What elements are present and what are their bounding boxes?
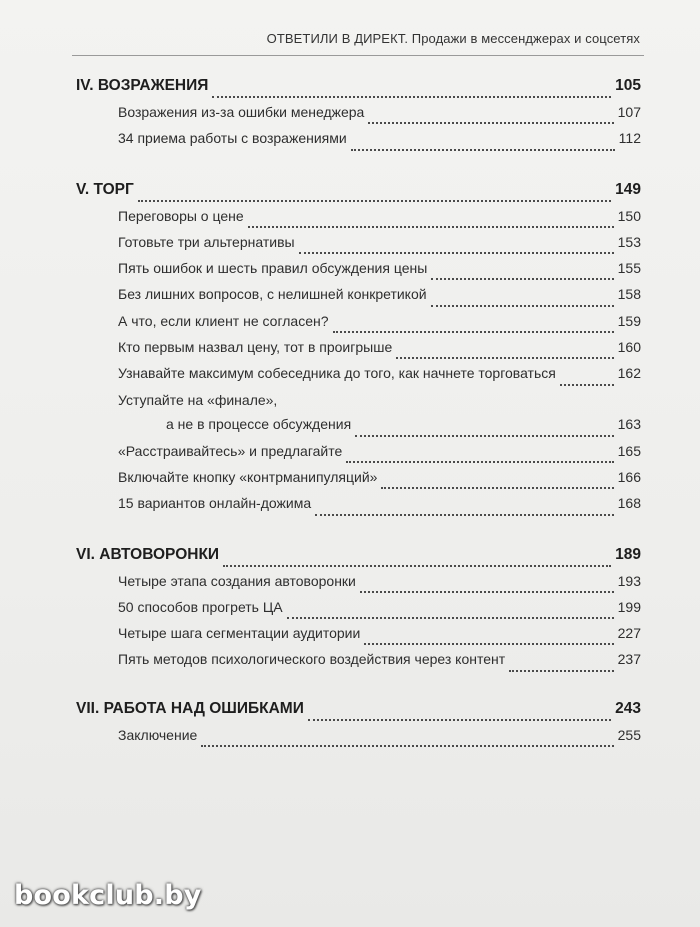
leader-dots: [560, 384, 614, 386]
toc-entry: [76, 573, 641, 599]
toc-entry: [76, 130, 641, 156]
leader-dots: [138, 200, 611, 202]
leader-dots: [346, 461, 613, 463]
leader-dots: [212, 96, 611, 98]
toc-page-number: 165: [617, 442, 641, 459]
toc-page-number: 107: [617, 104, 641, 120]
toc-entry-title: Пять ошибок и шесть правил обсуждения цены: [118, 260, 428, 277]
leader-dots: [381, 487, 613, 489]
toc-entry-title: Переговоры о цене: [118, 207, 244, 224]
toc-page-number: 105: [615, 77, 641, 94]
toc-page-number: 162: [617, 365, 641, 382]
toc-entry: [76, 727, 641, 753]
toc-entry-title: Кто первым назвал цену, тот в проигрыше: [118, 339, 393, 356]
toc-entry-first-line: [76, 392, 641, 416]
toc-entry: [76, 599, 641, 625]
toc-entry: [76, 365, 641, 391]
toc-page-number: 163: [617, 415, 641, 432]
toc-entry: [76, 313, 641, 339]
toc-entry-title: Четыре шага сегментации аудитории: [118, 625, 361, 642]
toc-section-vi: [76, 546, 641, 678]
toc-entry-title: Без лишних вопросов, с нелишней конкретикой: [118, 286, 427, 303]
leader-dots: [223, 565, 611, 567]
toc-entry-second-line: [76, 416, 641, 443]
toc-page-number: 153: [617, 233, 641, 250]
leader-dots: [351, 149, 615, 151]
toc-page-number: 193: [617, 572, 641, 589]
toc-page-number: 166: [617, 468, 641, 485]
leader-dots: [396, 357, 613, 359]
leader-dots: [509, 670, 613, 672]
toc-entry: [76, 260, 641, 286]
toc-page-number: 149: [615, 180, 641, 198]
leader-dots: [364, 643, 613, 645]
leader-dots: [431, 305, 614, 307]
toc-part-heading: [76, 77, 641, 104]
toc-entry-title: 50 способов прогреть ЦА: [118, 598, 283, 615]
toc-page-number: 159: [617, 312, 641, 329]
leader-dots: [308, 719, 611, 721]
toc-part-title: VII. РАБОТА НАД ОШИБКАМИ: [76, 699, 304, 717]
toc-entry-title: Готовьте три альтернативы: [118, 233, 295, 250]
toc-part-heading: [76, 700, 641, 727]
toc-entry-title: 34 приема работы с возражениями: [118, 130, 347, 147]
leader-dots: [355, 435, 613, 437]
toc-entry-title: «Расстраивайтесь» и предлагайте: [118, 442, 343, 459]
toc-page-number: 112: [618, 130, 641, 147]
table-of-contents: [76, 77, 641, 771]
leader-dots: [315, 514, 614, 516]
leader-dots: [248, 226, 614, 228]
toc-section-vii: [76, 700, 641, 753]
toc-entry-title: Узнавайте максимум собеседника до того, как начнете торговаться: [118, 365, 556, 382]
toc-page-number: 255: [617, 726, 641, 743]
running-head: ОТВЕТИЛИ В ДИРЕКТ. Продажи в мессенджерах и соцсетях: [266, 31, 640, 46]
leader-dots: [333, 331, 614, 333]
toc-page-number: 168: [617, 495, 641, 512]
toc-entry: [76, 625, 641, 651]
toc-part-heading: [76, 546, 641, 573]
toc-entry-title: Пять методов психологического воздействия через контент: [118, 651, 506, 668]
toc-page-number: 150: [617, 207, 641, 224]
leader-dots: [431, 278, 613, 280]
toc-entry-title-continued: а не в процессе обсуждения: [166, 415, 352, 432]
toc-part-title: VI. АВТОВОРОНКИ: [76, 545, 220, 563]
toc-entry: [76, 208, 641, 234]
toc-part-heading: [76, 181, 641, 208]
toc-entry-title: Заключение: [118, 726, 198, 743]
toc-entry: [76, 651, 641, 677]
toc-page-number: 160: [617, 339, 641, 356]
toc-page-number: 237: [617, 651, 641, 668]
toc-entry: [76, 234, 641, 260]
toc-entry-title: Возражения из-за ошибки менеджера: [118, 104, 365, 120]
toc-entry-title: 15 вариантов онлайн-дожима: [118, 495, 312, 512]
toc-page-number: 227: [617, 625, 641, 642]
toc-entry-title: Четыре этапа создания автоворонки: [118, 572, 356, 589]
site-watermark: bookclub.by: [14, 880, 202, 911]
toc-entry: [76, 104, 641, 130]
leader-dots: [368, 122, 613, 124]
toc-section-v: [76, 181, 641, 522]
toc-entry: [76, 469, 641, 495]
leader-dots: [287, 617, 614, 619]
toc-entry: [76, 495, 641, 521]
toc-section-iv: [76, 77, 641, 157]
header-rule: [72, 55, 644, 56]
leader-dots: [299, 252, 614, 254]
toc-entry-title: Уступайте на «финале»,: [118, 391, 278, 408]
toc-page-number: 189: [615, 545, 641, 563]
toc-part-title: V. ТОРГ: [76, 180, 134, 198]
toc-entry-title: А что, если клиент не согласен?: [118, 312, 329, 329]
toc-page-number: 155: [617, 260, 641, 277]
toc-entry: [76, 286, 641, 312]
toc-entry: [76, 339, 641, 365]
toc-page-number: 243: [615, 699, 641, 717]
toc-part-title: IV. ВОЗРАЖЕНИЯ: [76, 77, 209, 94]
toc-entry-title: Включайте кнопку «контрманипуляций»: [118, 468, 378, 485]
toc-page-number: 199: [617, 598, 641, 615]
toc-page-number: 158: [617, 286, 641, 303]
leader-dots: [360, 591, 614, 593]
toc-entry: [76, 443, 641, 469]
leader-dots: [201, 745, 613, 747]
